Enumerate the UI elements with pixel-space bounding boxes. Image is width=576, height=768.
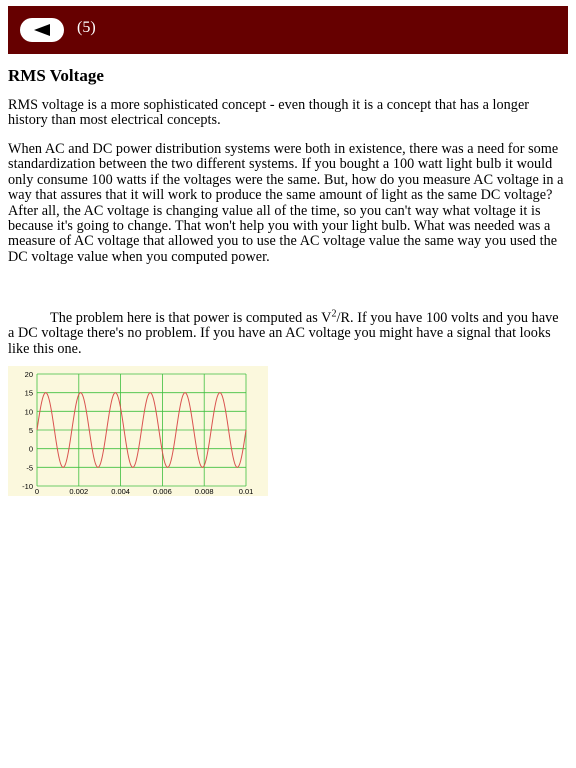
y-tick-label: 0 [28, 444, 33, 454]
x-tick-label: 0.004 [111, 487, 130, 496]
y-tick-label: 10 [24, 407, 33, 417]
paragraph-intro: RMS voltage is a more sophisticated concept - even though it is a concept that has a longer history than most electrical concepts. [8, 97, 530, 129]
p3-text-after: /R. If you have 100 volts and you have a DC voltage there's no problem. If you have an AC voltage you might have a signal that looks like this one. [8, 310, 559, 357]
paragraph-history: When AC and DC power distribution systems were both in existence, there was a need for some standardization between the two different systems. If you bought a 100 watt light bulb it would only consume 100 watts if the voltages were the same. But, how do you measure AC voltage in a way that assures that it will work to produce the same amount of light as the same DC voltage? After all, the AC voltage is changing value all of the time, so you can't way what voltage it is because it's going to change. That won't help you with your light bulb. What was needed was a measure of AC voltage that allowed you to use the AC voltage value the same way you used the DC voltage value when you computed power. [8, 141, 564, 265]
p3-superscript: 2 [331, 308, 337, 320]
y-tick-label: -10 [22, 482, 33, 491]
p3-text-before: The problem here is that power is computed as V [50, 310, 332, 326]
x-tick-label: 0 [34, 487, 40, 496]
voltage-chart-svg [8, 366, 268, 496]
voltage-chart [8, 366, 268, 496]
paragraph-problem [8, 308, 568, 357]
back-button[interactable] [20, 18, 64, 42]
back-arrow-icon [32, 23, 52, 37]
page-title: RMS Voltage [8, 66, 104, 85]
x-tick-label: 0.002 [69, 487, 89, 496]
page-number: (5) [77, 19, 96, 36]
y-tick-label: 15 [24, 388, 33, 398]
y-tick-label: 20 [24, 370, 33, 379]
x-tick-label: 0.01 [238, 487, 254, 496]
x-tick-label: 0.006 [153, 487, 172, 496]
x-tick-label: 0.008 [194, 487, 214, 496]
y-tick-label: 5 [28, 426, 33, 435]
top-bar [8, 6, 568, 54]
y-tick-label: -5 [26, 463, 33, 473]
